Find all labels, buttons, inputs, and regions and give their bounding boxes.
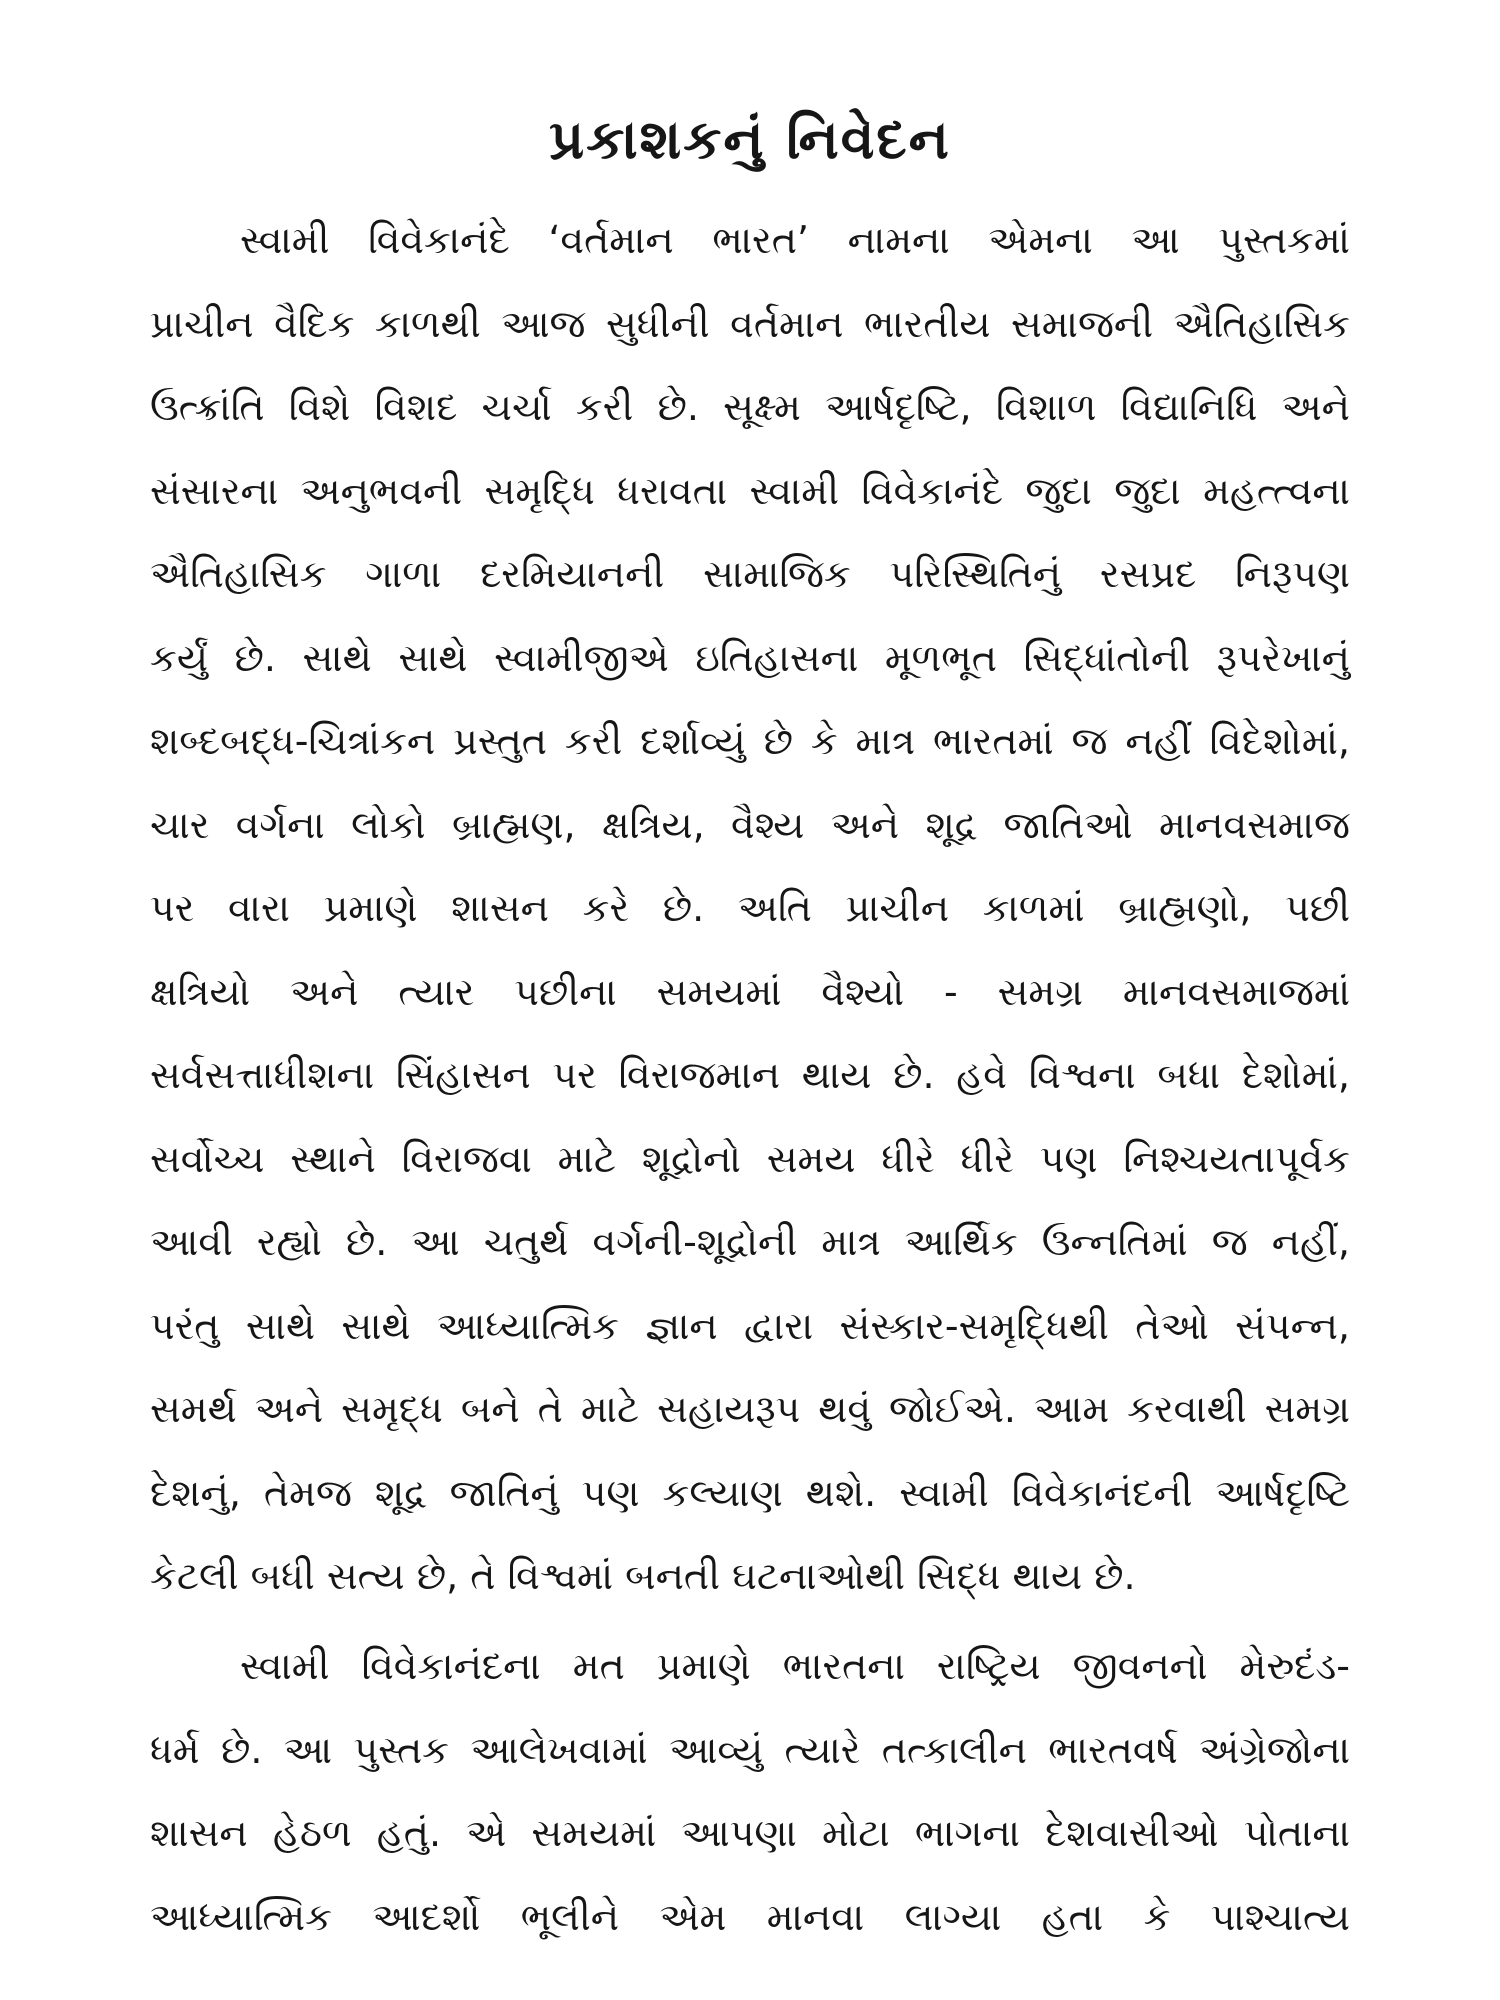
paragraph-2-line-3: શાસન હેઠળ હતું. એ સમયમાં આપણા મોટા ભાગના દેશવાસીઓ પોતાના [150, 1811, 1350, 1855]
paragraph-2-line-2: ધર્મ છે. આ પુસ્તક આલેખવામાં આવ્યું ત્યારે તત્કાલીન ભારતવર્ષ અંગ્રેજોના [150, 1728, 1350, 1772]
paragraph-1-line-11: સર્વસત્તાધીશના સિંહાસન પર વિરાજમાન થાય છે. હવે વિશ્વના બધા દેશોમાં, [150, 1053, 1350, 1097]
page-title: પ્રકાશકનું નિવેદન [549, 108, 951, 171]
paragraph-1-line-7: શબ્દબદ્ધ-ચિત્રાંકન પ્રસ્તુત કરી દર્શાવ્યું છે કે માત્ર ભારતમાં જ નહીં વિદેશોમાં, [150, 719, 1350, 763]
paragraph-1-line-16: દેશનું, તેમજ શૂદ્ર જાતિનું પણ કલ્યાણ થશે. સ્વામી વિવેકાનંદની આર્ષદૃષ્ટિ [150, 1471, 1350, 1515]
paragraph-1-line-3: ઉત્ક્રાંતિ વિશે વિશદ ચર્ચા કરી છે. સૂક્ષ્મ આર્ષદૃષ્ટિ, વિશાળ વિદ્યાનિધિ અને [150, 385, 1350, 429]
paragraph-1-line-12: સર્વોચ્ચ સ્થાને વિરાજવા માટે શૂદ્રોનો સમય ધીરે ધીરે પણ નિશ્ચયતાપૂર્વક [150, 1137, 1350, 1181]
paragraph-1-line-4: સંસારના અનુભવની સમૃદ્ધિ ધરાવતા સ્વામી વિવેકાનંદે જુદા જુદા મહત્ત્વના [150, 469, 1350, 513]
paragraph-1-line-13: આવી રહ્યો છે. આ ચતુર્થ વર્ગની-શૂદ્રોની માત્ર આર્થિક ઉન્નતિમાં જ નહીં, [150, 1220, 1350, 1264]
paragraph-2-line-1: સ્વામી વિવેકાનંદના મત પ્રમાણે ભારતના રાષ્ટ્રિય જીવનનો મેરુદંડ- [240, 1644, 1350, 1688]
paragraph-1-line-1: સ્વામી વિવેકાનંદે ‘વર્તમાન ભારત’ નામના એમના આ પુસ્તકમાં [240, 218, 1350, 262]
paragraph-1-line-17: કેટલી બધી સત્ય છે, તે વિશ્વમાં બનતી ઘટનાઓથી સિદ્ધ થાય છે. [150, 1554, 1136, 1598]
paragraph-1-line-6: કર્યું છે. સાથે સાથે સ્વામીજીએ ઇતિહાસના મૂળભૂત સિદ્ધાંતોની રૂપરેખાનું [150, 636, 1350, 680]
paragraph-1-line-8: ચાર વર્ગના લોકો બ્રાહ્મણ, ક્ષત્રિય, વૈશ્ય અને શૂદ્ર જાતિઓ માનવસમાજ [150, 803, 1350, 847]
paragraph-1-line-10: ક્ષત્રિયો અને ત્યાર પછીના સમયમાં વૈશ્યો - સમગ્ર માનવસમાજમાં [150, 970, 1350, 1014]
paragraph-1-line-5: ઐતિહાસિક ગાળા દરમિયાનની સામાજિક પરિસ્થિતિનું રસપ્રદ નિરૂપણ [150, 552, 1350, 596]
paragraph-1-line-14: પરંતુ સાથે સાથે આધ્યાત્મિક જ્ઞાન દ્વારા સંસ્કાર-સમૃદ્ધિથી તેઓ સંપન્ન, [150, 1304, 1350, 1348]
paragraph-1-line-9: પર વારા પ્રમાણે શાસન કરે છે. અતિ પ્રાચીન કાળમાં બ્રાહ્મણો, પછી [150, 886, 1350, 930]
paragraph-2-line-4: આધ્યાત્મિક આદર્શો ભૂલીને એમ માનવા લાગ્યા હતા કે પાશ્ચાત્ય [150, 1895, 1350, 1939]
paragraph-1-line-2: પ્રાચીન વૈદિક કાળથી આજ સુધીની વર્તમાન ભારતીય સમાજની ઐતિહાસિક [150, 302, 1350, 346]
paragraph-1-line-15: સમર્થ અને સમૃદ્ધ બને તે માટે સહાયરૂપ થવું જોઈએ. આમ કરવાથી સમગ્ર [150, 1387, 1350, 1431]
